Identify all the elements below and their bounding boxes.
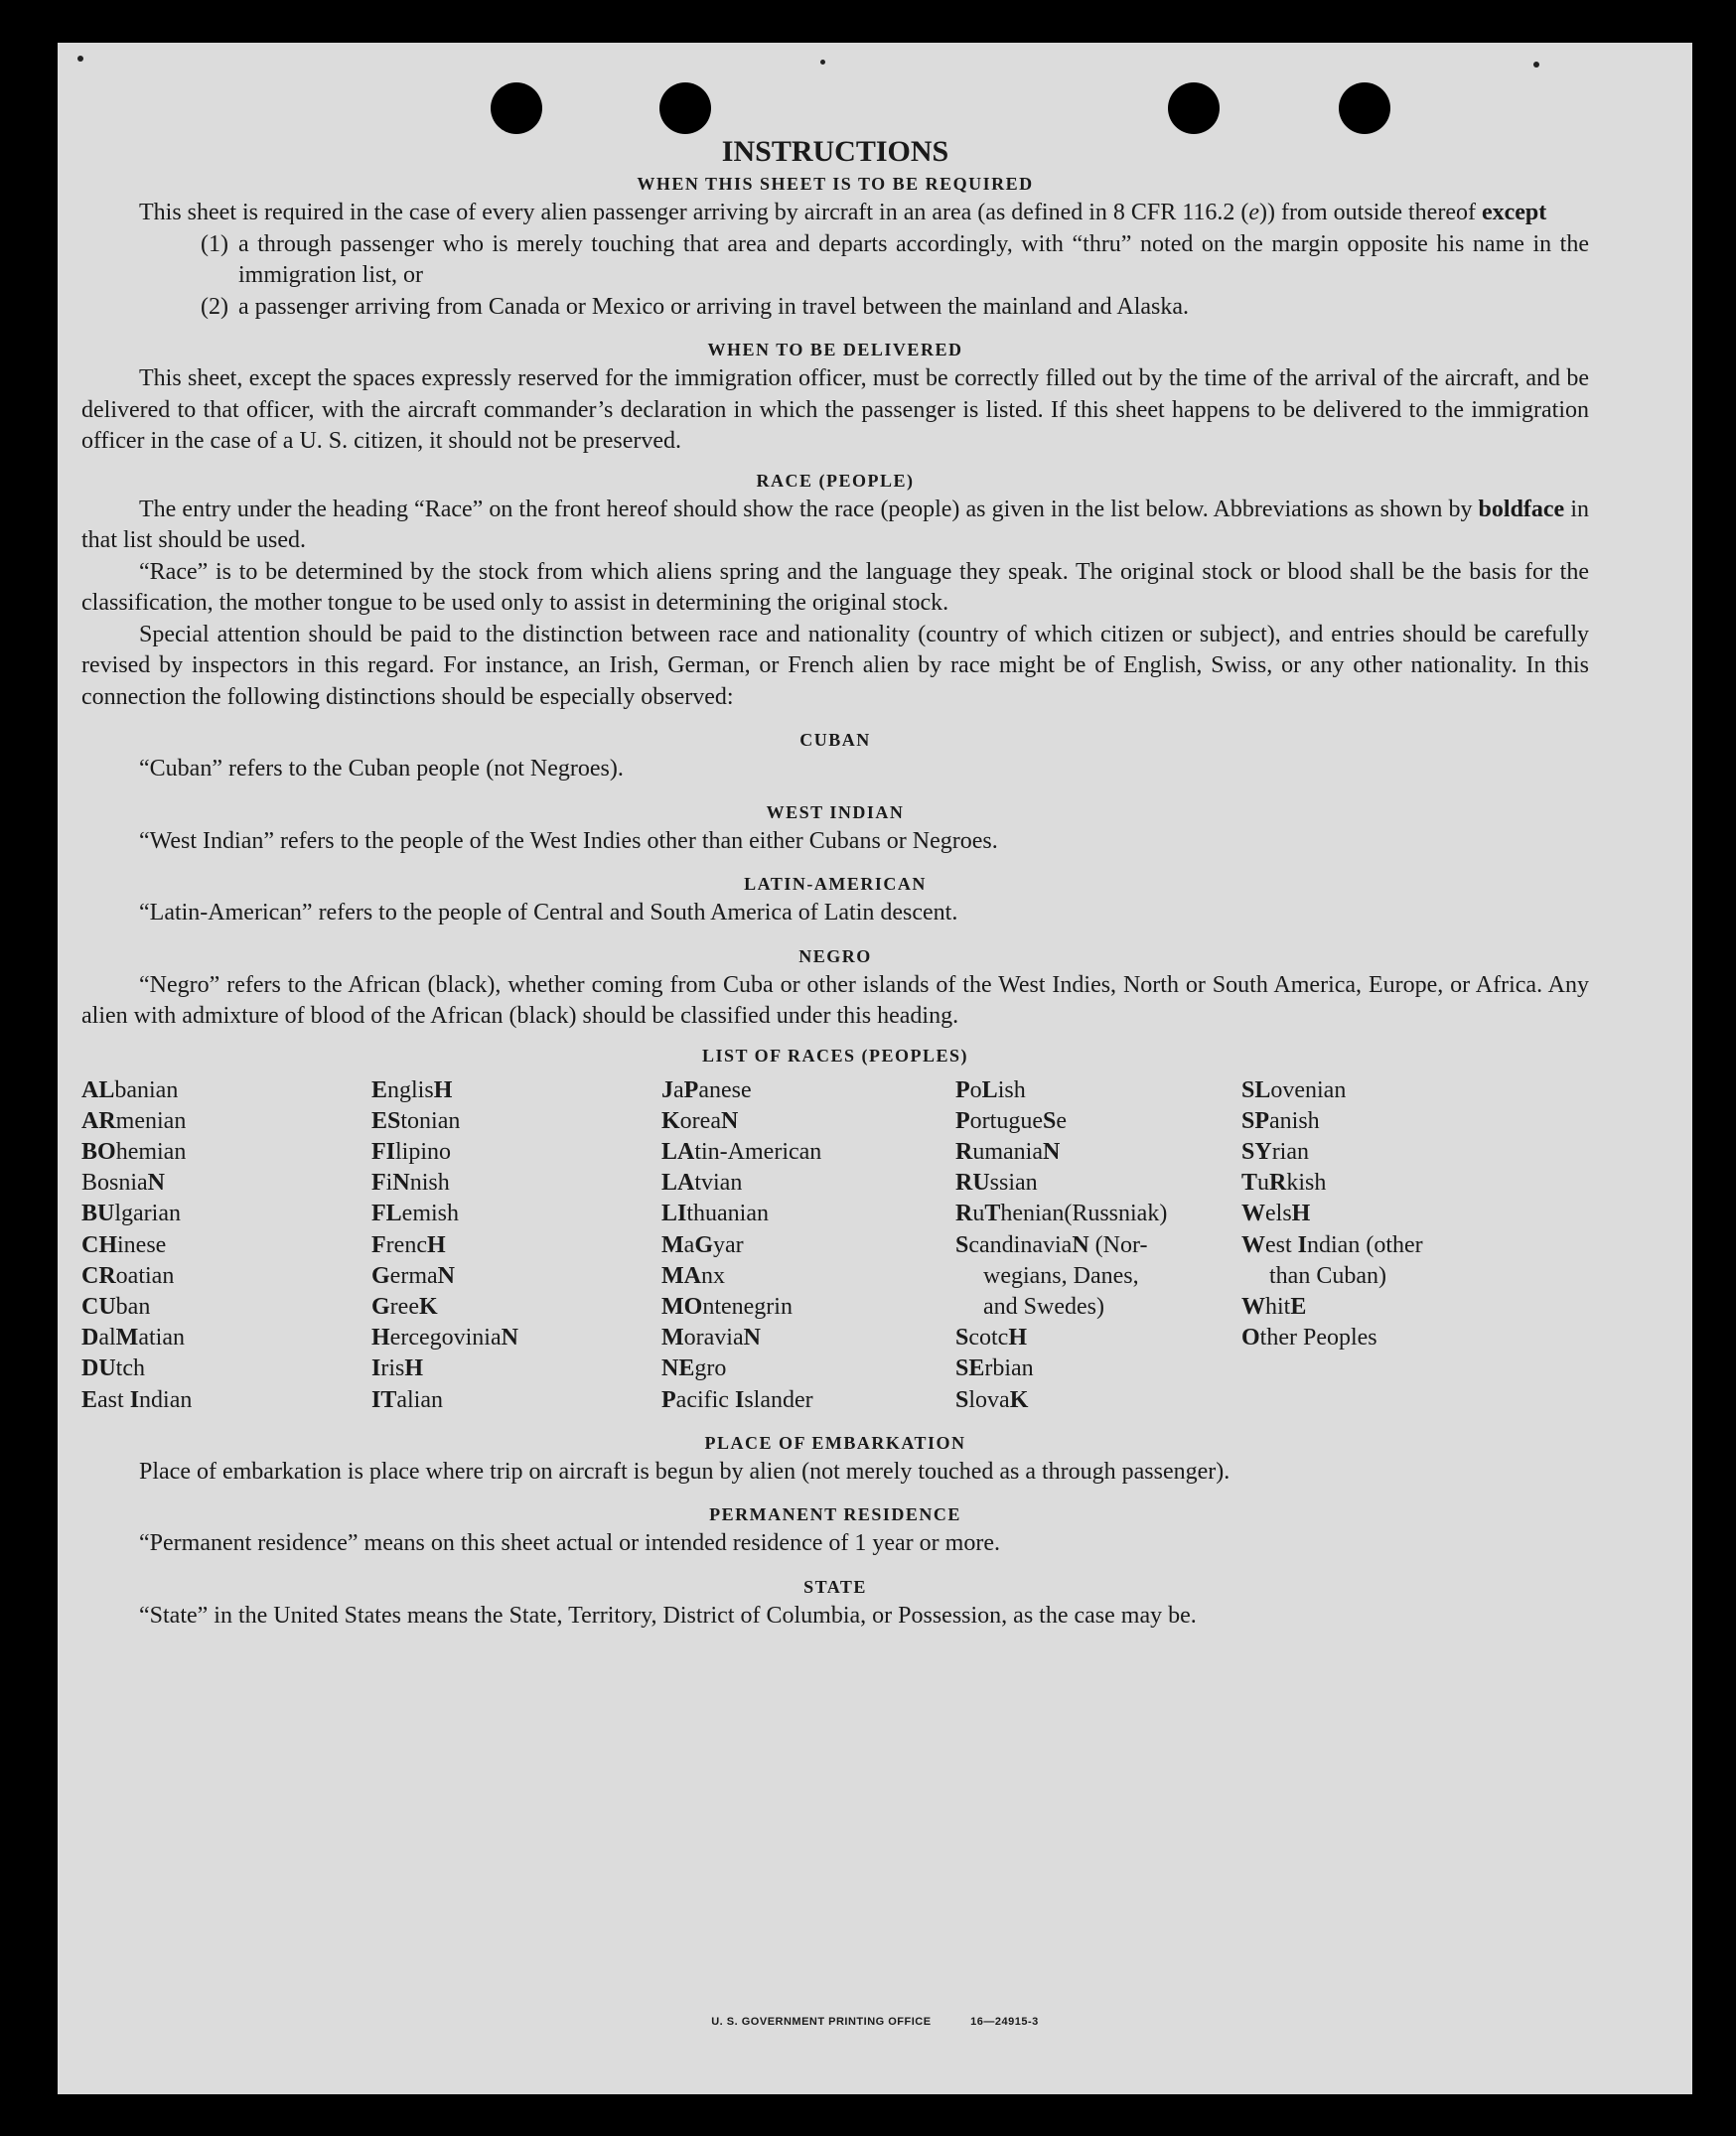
section-heading-cuban: CUBAN [799, 730, 871, 750]
race-item: SLovenian [1241, 1076, 1347, 1103]
speck [1533, 62, 1539, 68]
race-item: RumaniaN [955, 1138, 1061, 1165]
races-column [955, 1075, 1241, 1416]
embarkation-text: Place of embarkation is place where trip on aircraft is begun by alien (not merely touched as a through passenger). [139, 1458, 1230, 1485]
race-item: IrisH [371, 1355, 424, 1382]
page-title: INSTRUCTIONS [721, 135, 949, 168]
section-heading-race: RACE (PEOPLE) [756, 470, 915, 491]
race-item: CRoatian [81, 1262, 175, 1289]
printer-name: U. S. GOVERNMENT PRINTING OFFICE [711, 2016, 932, 2028]
race-paragraph: “Race” is to be determined by the stock from which aliens spring and the language they speak. The original stock or blood shall be the basis for the classification, the mother tongue to be used only to assist in determining the original stock. [81, 558, 1589, 616]
section-heading-state: STATE [803, 1576, 867, 1597]
race-item: LIthuanian [661, 1201, 769, 1227]
race-item: BosniaN [81, 1170, 166, 1197]
section-heading-required: WHEN THIS SHEET IS TO BE REQUIRED [637, 174, 1034, 194]
race-item: wegians, Danes, [983, 1262, 1139, 1289]
race-item: Other Peoples [1241, 1325, 1377, 1352]
race-item: NEgro [661, 1355, 727, 1382]
race-item: MaGyar [661, 1231, 744, 1258]
race-item: JaPanese [661, 1076, 752, 1103]
race-item: BOhemian [81, 1138, 187, 1165]
printer-imprint [58, 2016, 1692, 2028]
race-item: MoraviaN [661, 1325, 761, 1352]
race-item: DalMatian [81, 1325, 185, 1352]
race-item: SErbian [955, 1355, 1034, 1382]
race-item: Pacific Islander [661, 1386, 813, 1413]
race-item: CUban [81, 1293, 151, 1320]
race-item: KoreaN [661, 1107, 739, 1134]
speck [77, 56, 83, 62]
race-item: TuRkish [1241, 1170, 1327, 1197]
race-item: HercegoviniaN [371, 1325, 518, 1352]
punch-hole [1168, 82, 1220, 134]
race-item: ScandinaviaN (Nor- [955, 1231, 1148, 1258]
race-item: FLemish [371, 1201, 459, 1227]
races-column [371, 1075, 661, 1416]
race-item: DUtch [81, 1355, 145, 1382]
race-item: FrencH [371, 1231, 446, 1258]
exception-item: (1) a through passenger who is merely touching that area and departs accordingly, with “thru” noted on the margin opposite his name in the immigration list, or [201, 230, 1589, 288]
speck [820, 60, 825, 65]
section-heading-west-indian: WEST INDIAN [766, 801, 905, 822]
section-heading-races-list: LIST OF RACES (PEOPLES) [701, 1045, 969, 1066]
race-item: West Indian (other [1241, 1231, 1423, 1258]
race-item: LAtin-American [661, 1138, 822, 1165]
race-item: FiNnish [371, 1170, 450, 1197]
race-item: SlovaK [955, 1386, 1029, 1413]
race-item: MOntenegrin [661, 1293, 793, 1320]
race-item: BUlgarian [81, 1201, 181, 1227]
race-item: EnglisH [371, 1076, 453, 1103]
race-item: and Swedes) [983, 1293, 1104, 1320]
race-item: MAnx [661, 1262, 725, 1289]
race-item: ARmenian [81, 1107, 187, 1134]
race-item: GermaN [371, 1262, 455, 1289]
race-item: than Cuban) [1269, 1262, 1386, 1289]
race-item: PoLish [955, 1076, 1026, 1103]
race-item: ALbanian [81, 1076, 179, 1103]
delivered-text: This sheet, except the spaces expressly reserved for the immigration officer, must be correctly filled out by the time of the arrival of the aircraft, and be delivered to that officer, with the aircraft commander’s declaration in which the passenger is listed. If this sheet happens to be delivered to the immigration officer in the case of a U. S. citizen, it should not be preserved. [81, 365, 1589, 454]
state-text: “State” in the United States means the State, Territory, District of Columbia, or Possession, as the case may be. [139, 1602, 1197, 1629]
race-item: FIlipino [371, 1138, 452, 1165]
races-column [81, 1075, 371, 1416]
negro-text: “Negro” refers to the African (black), whether coming from Cuba or other islands of the West Indies, North or South America, Europe, or Africa. Any alien with admixture of blood of the African (black) should be classified under this heading. [81, 971, 1589, 1029]
races-column [1241, 1075, 1589, 1416]
races-list [81, 1075, 1589, 1416]
exception-item: (2) a passenger arriving from Canada or Mexico or arriving in travel between the mainland and Alaska. [201, 293, 1189, 320]
document-sheet [58, 43, 1692, 2094]
residence-text: “Permanent residence” means on this sheet actual or intended residence of 1 year or more. [139, 1530, 1000, 1557]
west-indian-text: “West Indian” refers to the people of the West Indies other than either Cubans or Negroes. [139, 827, 998, 854]
race-item: WelsH [1241, 1201, 1311, 1227]
instructions-body [81, 134, 1589, 1632]
section-heading-embarkation: PLACE OF EMBARKATION [704, 1432, 966, 1453]
race-item: PortugueSe [955, 1107, 1067, 1134]
race-paragraph: The entry under the heading “Race” on the front hereof should show the race (people) as given in the list below. Abbreviations as shown by boldface in that list should be used. [81, 496, 1589, 553]
punch-hole [1339, 82, 1390, 134]
race-item: EStonian [371, 1107, 461, 1134]
race-item: SPanish [1241, 1107, 1320, 1134]
section-heading-latin-american: LATIN-AMERICAN [744, 874, 927, 894]
race-item: WhitE [1241, 1293, 1307, 1320]
race-paragraph: Special attention should be paid to the distinction between race and nationality (country of which citizen or subject), and entries should be carefully revised by inspectors in this regard. For instance, an Irish, German, or French alien by race might be of English, Swiss, or any other nationality. In this connection the following distinctions should be especially observed: [81, 621, 1589, 710]
race-item: GreeK [371, 1293, 438, 1320]
punch-hole [491, 82, 542, 134]
race-item: ITalian [371, 1386, 443, 1413]
section-heading-negro: NEGRO [798, 945, 872, 966]
race-item: East Indian [81, 1386, 193, 1413]
race-item: RUssian [955, 1170, 1038, 1197]
race-item: ScotcH [955, 1325, 1028, 1352]
race-item: SYrian [1241, 1138, 1309, 1165]
section-heading-residence: PERMANENT RESIDENCE [709, 1504, 961, 1525]
race-item: LAtvian [661, 1170, 743, 1197]
cuban-text: “Cuban” refers to the Cuban people (not Negroes). [139, 756, 624, 782]
races-column [661, 1075, 955, 1416]
section-heading-delivered: WHEN TO BE DELIVERED [707, 340, 963, 359]
punch-hole [659, 82, 711, 134]
race-item: RuThenian(Russniak) [955, 1201, 1168, 1227]
exceptions-list [81, 229, 1589, 324]
required-intro: This sheet is required in the case of every alien passenger arriving by aircraft in an area (as defined in 8 CFR 116.2 (e)) from outside thereof except [139, 200, 1547, 225]
form-code: 16—24915-3 [970, 2016, 1039, 2028]
race-item: CHinese [81, 1231, 167, 1258]
latin-american-text: “Latin-American” refers to the people of Central and South America of Latin descent. [139, 900, 958, 926]
